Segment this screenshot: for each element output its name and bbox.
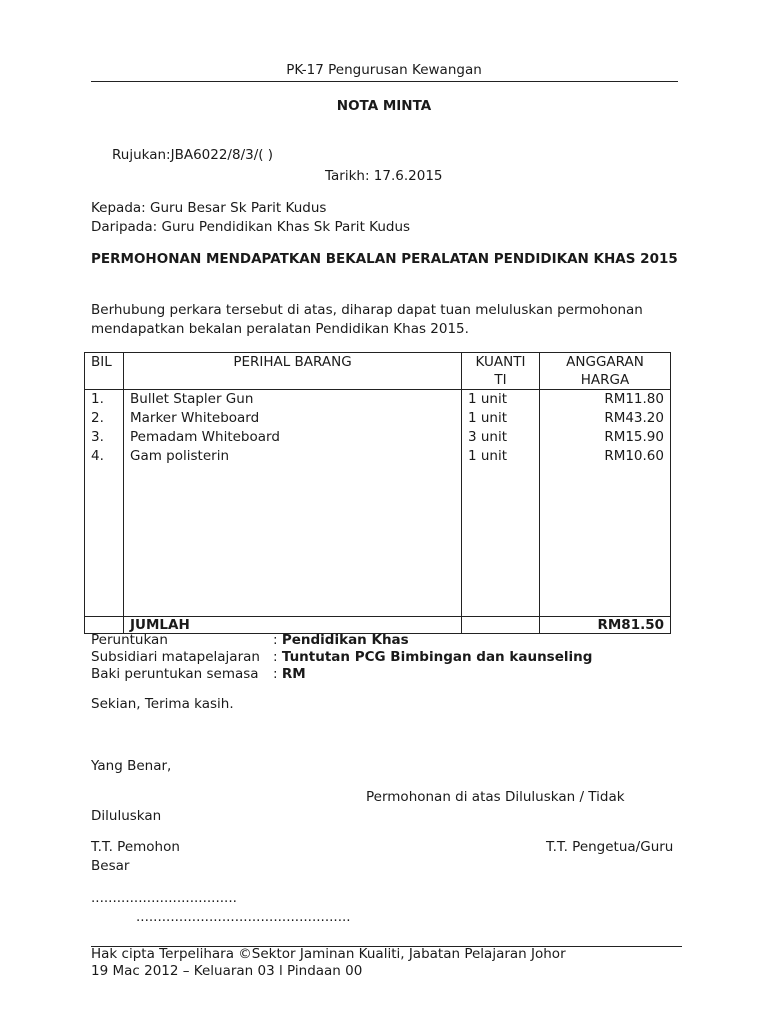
row-qty: 1 unit bbox=[462, 409, 540, 428]
row-bil: 4. bbox=[85, 447, 124, 466]
row-item: Pemadam Whiteboard bbox=[124, 428, 462, 447]
allocation-label: Subsidiari matapelajaran bbox=[91, 649, 260, 665]
head-signature-label: T.T. Pengetua/Guru bbox=[546, 839, 674, 855]
row-price: RM11.80 bbox=[540, 390, 671, 410]
subject: PERMOHONAN MENDAPATKAN BEKALAN PERALATAN PENDIDIKAN KHAS 2015 bbox=[91, 251, 678, 267]
allocation-value: Pendidikan Khas bbox=[281, 632, 409, 648]
row-qty: 1 unit bbox=[462, 447, 540, 466]
column-header-price: ANGGARAN HARGA bbox=[540, 353, 671, 390]
allocation-label: Baki peruntukan semasa bbox=[91, 666, 259, 682]
approval-text: Permohonan di atas Diluluskan / Tidak bbox=[366, 789, 625, 805]
footer-version: 19 Mac 2012 – Keluaran 03 l Pindaan 00 bbox=[91, 963, 363, 979]
row-qty: 1 unit bbox=[462, 390, 540, 410]
row-price: RM15.90 bbox=[540, 428, 671, 447]
footer-copyright: Hak cipta Terpelihara ©Sektor Jaminan Kualiti, Jabatan Pelajaran Johor bbox=[91, 946, 566, 962]
total-value: RM81.50 bbox=[540, 617, 671, 634]
signature-line: .................................................. bbox=[136, 909, 351, 925]
column-header-bil: BIL bbox=[85, 353, 124, 390]
approval-text-cont: Diluluskan bbox=[91, 808, 162, 824]
recipient: Kepada: Guru Besar Sk Parit Kudus bbox=[91, 200, 327, 216]
table-total-row bbox=[85, 617, 671, 634]
document-title: NOTA MINTA bbox=[336, 98, 432, 114]
table-header-row bbox=[85, 353, 671, 390]
row-bil: 1. bbox=[85, 390, 124, 410]
header-title: PK-17 Pengurusan Kewangan bbox=[286, 62, 482, 78]
signature-line: .................................. bbox=[91, 890, 237, 906]
reference-number: Rujukan:JBA6022/8/3/( ) bbox=[112, 147, 274, 163]
items-table bbox=[84, 352, 671, 634]
column-header-qty: KUANTI TI bbox=[462, 353, 540, 390]
row-bil: 2. bbox=[85, 409, 124, 428]
row-qty: 3 unit bbox=[462, 428, 540, 447]
row-bil: 3. bbox=[85, 428, 124, 447]
row-price: RM10.60 bbox=[540, 447, 671, 466]
table-row bbox=[85, 390, 671, 410]
allocation-value: RM bbox=[281, 666, 306, 682]
table-row bbox=[85, 428, 671, 447]
table-row bbox=[85, 447, 671, 466]
total-label: JUMLAH bbox=[124, 617, 462, 634]
row-item: Gam polisterin bbox=[124, 447, 462, 466]
row-item: Bullet Stapler Gun bbox=[124, 390, 462, 410]
table-row bbox=[85, 409, 671, 428]
allocation-row: Subsidiari matapelajaran : Tuntutan PCG Bimbingan dan kaunseling bbox=[91, 649, 593, 665]
header-divider bbox=[91, 81, 678, 82]
allocation-row: Peruntukan : Pendidikan Khas bbox=[91, 632, 409, 648]
body-paragraph: Berhubung perkara tersebut di atas, diharap dapat tuan meluluskan permohonan mendapatkan bekalan peralatan Pendidikan Khas 2015. bbox=[91, 302, 643, 337]
allocation-value: Tuntutan PCG Bimbingan dan kaunseling bbox=[281, 649, 593, 665]
row-item: Marker Whiteboard bbox=[124, 409, 462, 428]
applicant-signature-label: T.T. Pemohon bbox=[91, 839, 180, 855]
closing-text: Sekian, Terima kasih. bbox=[91, 696, 234, 712]
date: Tarikh: 17.6.2015 bbox=[325, 168, 443, 184]
row-price: RM43.20 bbox=[540, 409, 671, 428]
sender: Daripada: Guru Pendidikan Khas Sk Parit Kudus bbox=[91, 219, 411, 235]
column-header-item: PERIHAL BARANG bbox=[124, 353, 462, 390]
table-blank-area bbox=[85, 466, 671, 617]
yang-benar: Yang Benar, bbox=[91, 758, 172, 774]
allocation-row: Baki peruntukan semasa : RM bbox=[91, 666, 306, 682]
head-signature-label-cont: Besar bbox=[91, 858, 130, 874]
allocation-label: Peruntukan bbox=[91, 632, 168, 648]
